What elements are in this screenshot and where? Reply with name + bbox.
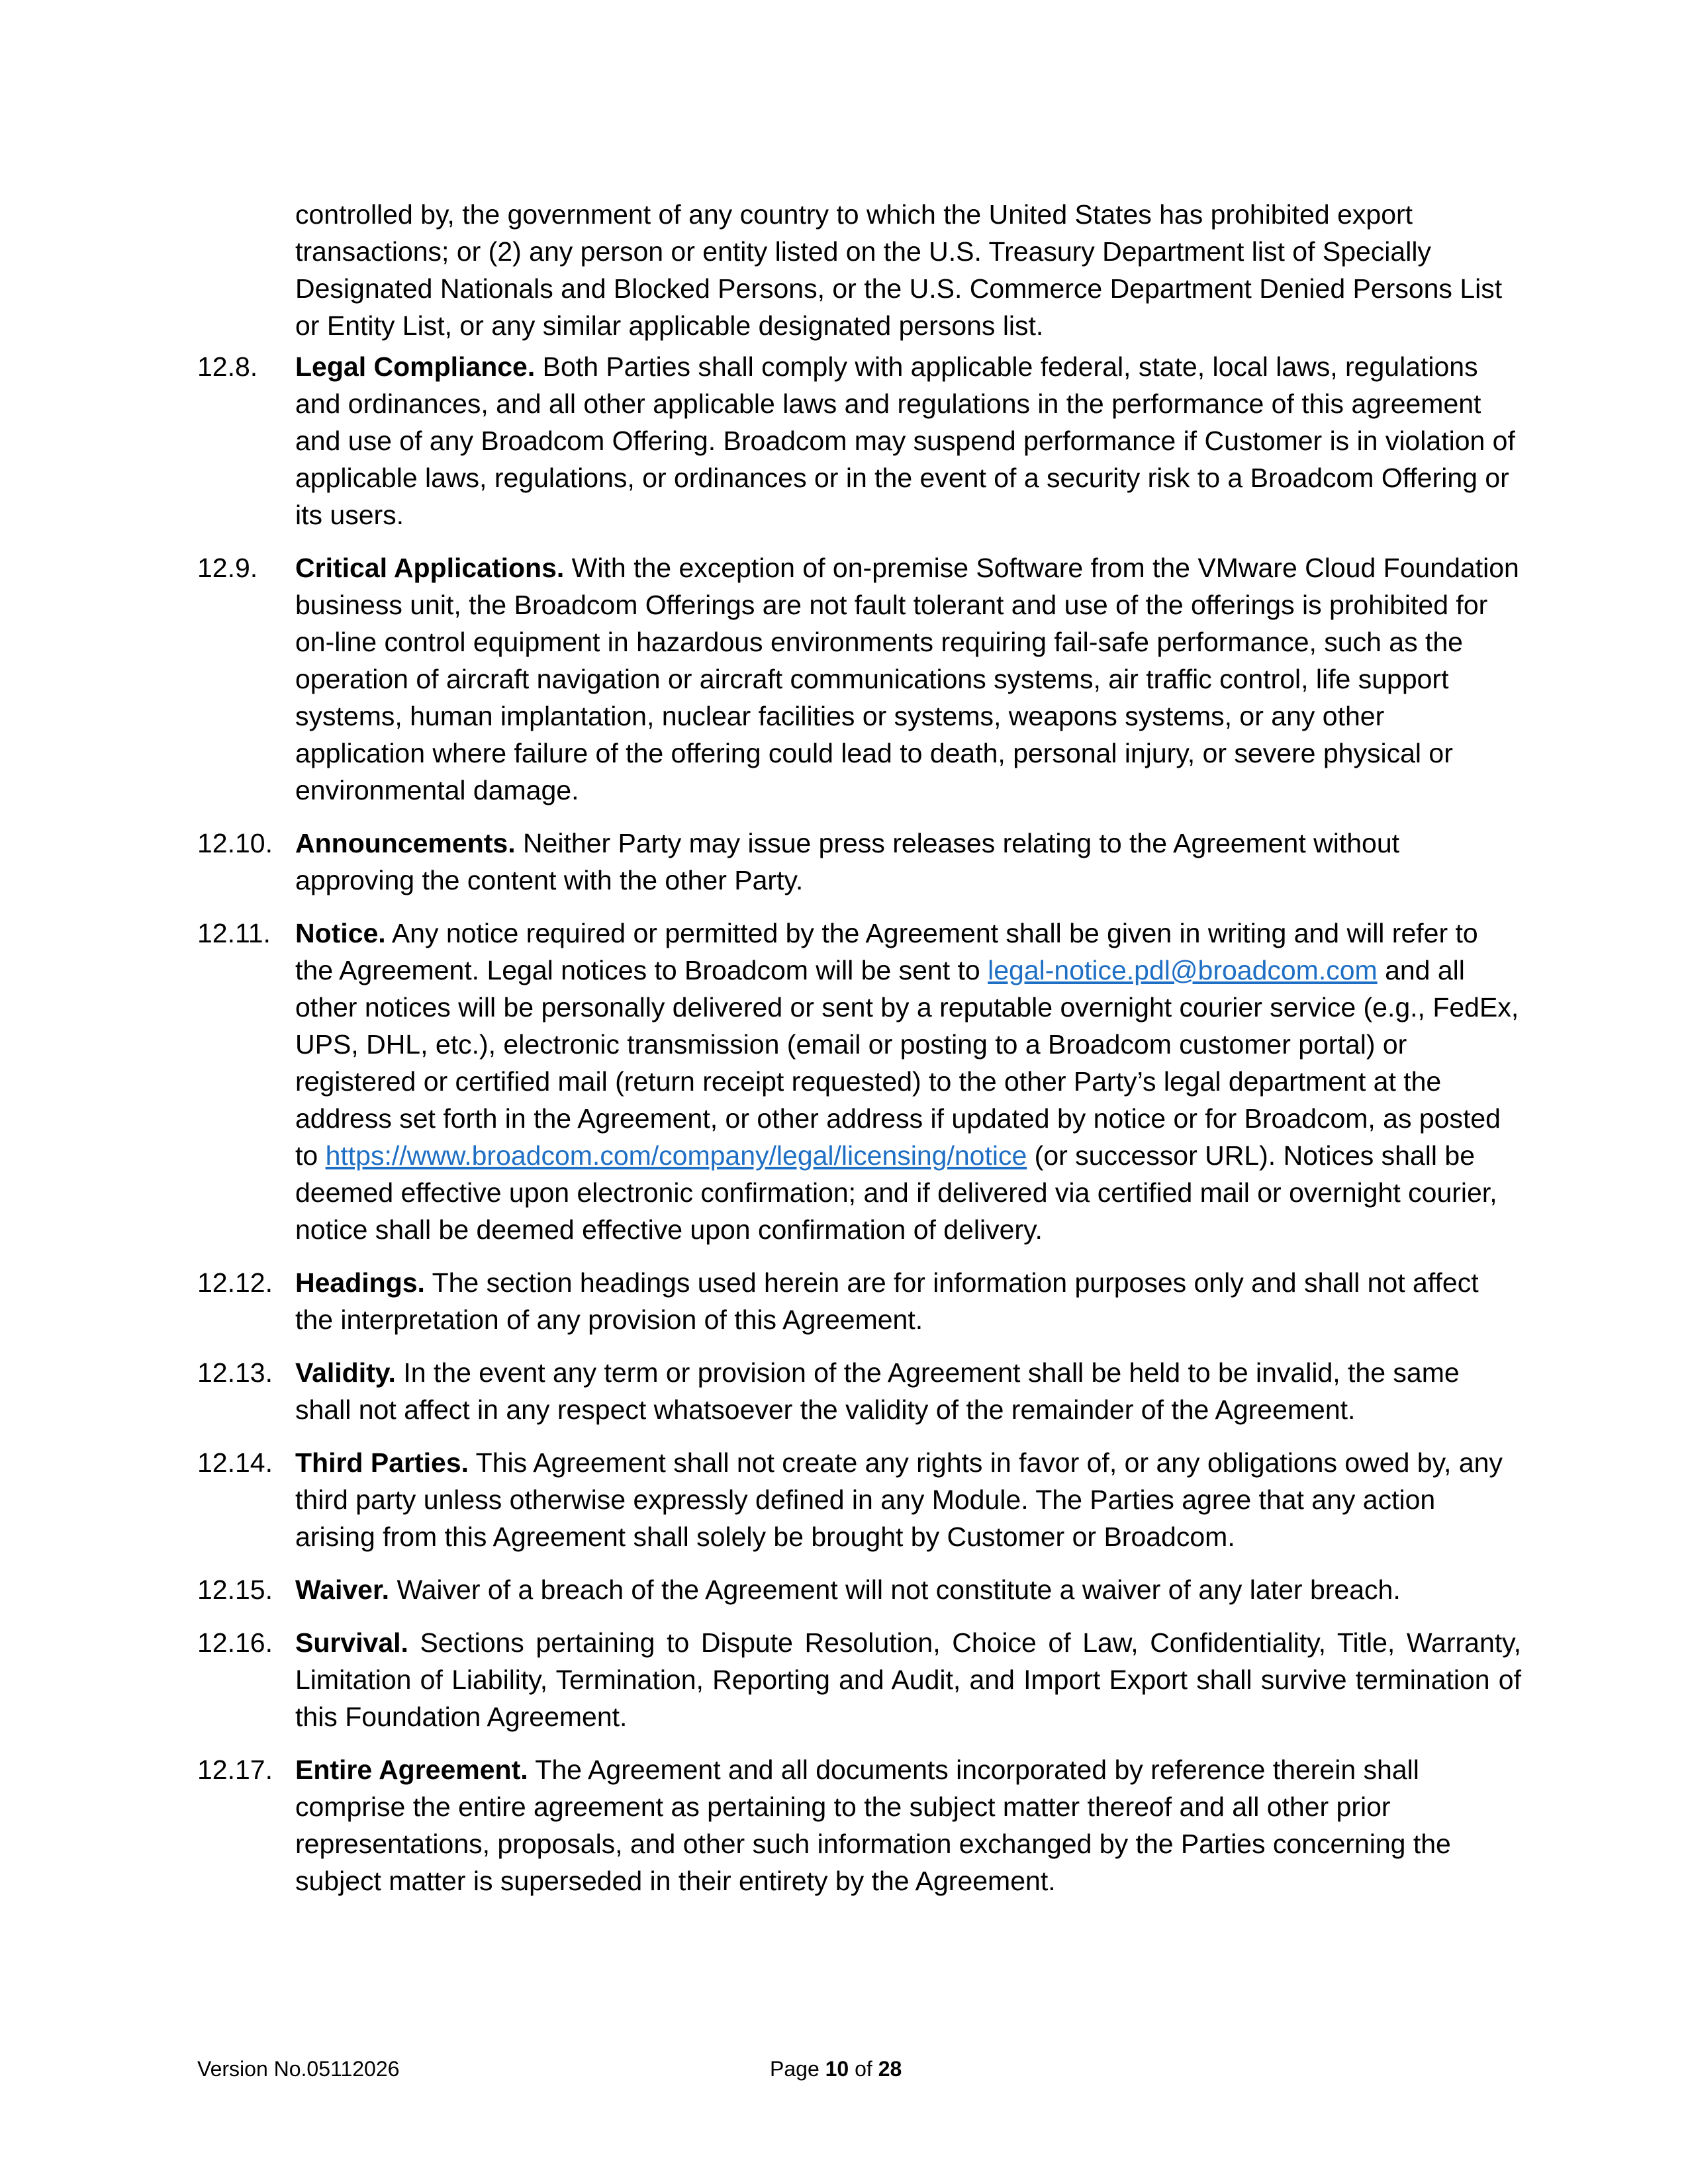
clause-number: 12.14. bbox=[197, 1447, 273, 1478]
clause-12-16 bbox=[197, 1624, 1521, 1735]
clause-text: With the exception of on-premise Software from the VMware Cloud Foundation business unit, the Broadcom Offerings are not fault tolerant and use of the offerings is prohibited for on-line control equipment in hazardous environments requiring fail-safe performance, such as the operation of aircraft navigation or aircraft communications systems, air traffic control, life support systems, human implantation, nuclear facilities or systems, weapons systems, or any other application where failure of the offering could lead to death, personal injury, or severe physical or environmental damage. bbox=[295, 553, 1519, 805]
clause-number: 12.15. bbox=[197, 1574, 273, 1605]
clause-text: Sections pertaining to Dispute Resolution, Choice of Law, Confidentiality, Title, Warranty, Limitation of Liability, Termination, Reporting and Audit, and Import Export shall survive termination of this Foundation Agreement. bbox=[295, 1627, 1521, 1732]
clause-number: 12.17. bbox=[197, 1754, 273, 1785]
clause-body bbox=[295, 1354, 1521, 1428]
footer-page-number bbox=[770, 2056, 902, 2082]
clause-body bbox=[295, 915, 1521, 1248]
clause-body bbox=[295, 348, 1521, 533]
clause-number: 12.8. bbox=[197, 351, 258, 382]
clause-text: Any notice required or permitted by the Agreement shall be given in writing and will refer to the Agreement. Legal notices to Broadcom will be sent to bbox=[295, 918, 1478, 985]
clause-title: Waiver. bbox=[295, 1574, 390, 1605]
clause-text: (or successor URL). Notices shall be deemed effective upon electronic confirmation; and if delivered via certified mail or overnight courier, notice shall be deemed effective upon confirmation of delivery. bbox=[295, 1140, 1497, 1245]
clause-12-15 bbox=[197, 1571, 1521, 1608]
clause-12-9 bbox=[197, 549, 1521, 809]
clause-body bbox=[295, 1624, 1521, 1735]
legal-notice-email-link[interactable]: legal-notice.pdl@broadcom.com bbox=[988, 955, 1378, 985]
clause-number: 12.10. bbox=[197, 828, 273, 858]
clause-number: 12.11. bbox=[197, 918, 271, 948]
clause-number: 12.13. bbox=[197, 1357, 273, 1388]
clause-title: Notice. bbox=[295, 918, 386, 948]
clause-12-12 bbox=[197, 1264, 1521, 1338]
page-total: 28 bbox=[878, 2057, 902, 2081]
clause-title: Announcements. bbox=[295, 828, 516, 858]
page-current: 10 bbox=[825, 2057, 849, 2081]
clause-number: 12.16. bbox=[197, 1627, 273, 1658]
clause-title: Validity. bbox=[295, 1357, 396, 1388]
clause-title: Third Parties. bbox=[295, 1447, 469, 1478]
document-body bbox=[197, 196, 1521, 1915]
clause-body bbox=[295, 1751, 1521, 1899]
clause-12-13 bbox=[197, 1354, 1521, 1428]
clause-12-11 bbox=[197, 915, 1521, 1248]
clause-title: Headings. bbox=[295, 1267, 425, 1298]
continuation-paragraph: controlled by, the government of any country to which the United States has prohibited export transactions; or (2) any person or entity listed on the U.S. Treasury Department list of Specially Designated Nationals and Blocked Persons, or the U.S. Commerce Department Denied Persons List or Entity List, or any similar applicable designated persons list. bbox=[295, 199, 1503, 341]
clause-number: 12.9. bbox=[197, 553, 258, 583]
clause-body bbox=[295, 825, 1521, 899]
clause-text: Waiver of a breach of the Agreement will not constitute a waiver of any later breach. bbox=[389, 1574, 1401, 1605]
clause-title: Entire Agreement. bbox=[295, 1754, 528, 1785]
clause-text: Neither Party may issue press releases relating to the Agreement without approving the content with the other Party. bbox=[295, 828, 1400, 895]
clause-text: The section headings used herein are for information purposes only and shall not affect the interpretation of any provision of this Agreement. bbox=[295, 1267, 1479, 1335]
footer-version: Version No.05112026 bbox=[197, 2057, 400, 2081]
clause-12-14 bbox=[197, 1444, 1521, 1555]
legal-notice-url-link[interactable]: https://www.broadcom.com/company/legal/licensing/notice bbox=[325, 1140, 1027, 1171]
clause-text: Both Parties shall comply with applicable federal, state, local laws, regulations and ordinances, and all other applicable laws and regulations in the performance of this agreement and use of any Broadcom Offering. Broadcom may suspend performance if Customer is in violation of applicable laws, regulations, or ordinances or in the event of a security risk to a Broadcom Offering or its users. bbox=[295, 351, 1515, 530]
clause-text: and all other notices will be personally delivered or sent by a reputable overnight courier service (e.g., FedEx, UPS, DHL, etc.), electronic transmission (email or posting to a Broadcom customer portal) or registered or certified mail (return receipt requested) to the other Party’s legal department at the address set forth in the Agreement, or other address if updated by notice or for Broadcom, as posted to bbox=[295, 955, 1519, 1171]
clause-12-8 bbox=[197, 348, 1521, 533]
clause-number: 12.12. bbox=[197, 1267, 273, 1298]
clause-body bbox=[295, 1264, 1521, 1338]
clause-title: Survival. bbox=[295, 1627, 408, 1658]
clause-text: The Agreement and all documents incorporated by reference therein shall comprise the entire agreement as pertaining to the subject matter thereof and all other prior representations, proposals, and other such information exchanged by the Parties concerning the subject matter is superseded in their entirety by the Agreement. bbox=[295, 1754, 1451, 1896]
clause-body bbox=[295, 1571, 1521, 1608]
clause-text: This Agreement shall not create any rights in favor of, or any obligations owed by, any third party unless otherwise expressly defined in any Module. The Parties agree that any action arising from this Agreement shall solely be brought by Customer or Broadcom. bbox=[295, 1447, 1503, 1552]
clause-12-10 bbox=[197, 825, 1521, 899]
clause-title: Critical Applications. bbox=[295, 553, 565, 583]
clause-body bbox=[295, 1444, 1521, 1555]
clause-text: In the event any term or provision of the Agreement shall be held to be invalid, the same shall not affect in any respect whatsoever the validity of the remainder of the Agreement. bbox=[295, 1357, 1460, 1425]
clause-12-17 bbox=[197, 1751, 1521, 1899]
clause-title: Legal Compliance. bbox=[295, 351, 536, 382]
page-of: of bbox=[849, 2057, 878, 2081]
page-prefix: Page bbox=[770, 2057, 825, 2081]
clause-body bbox=[295, 549, 1521, 809]
